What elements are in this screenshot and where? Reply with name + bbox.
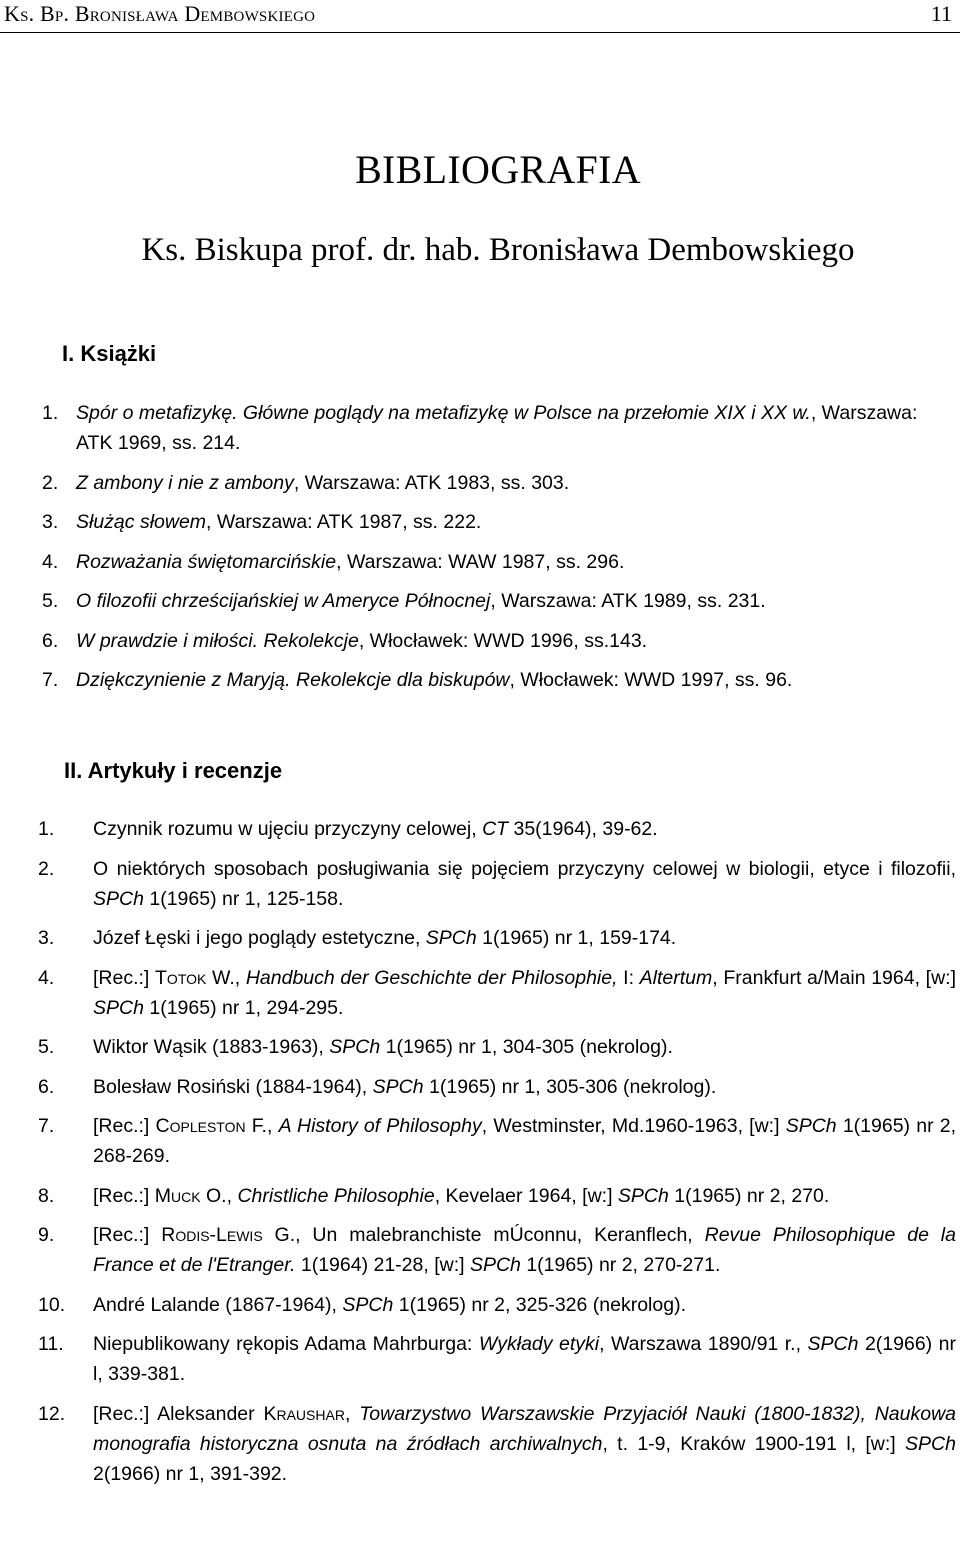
entry-text-part: , Włocławek: WWD 1996, ss.143. xyxy=(358,629,648,652)
entry-text-part: 1(1964) 21-28, [w:] xyxy=(295,1254,470,1276)
entry-text xyxy=(76,665,957,695)
entry-text-part: , Westminster, Md.1960-1963, [w:] xyxy=(481,1115,786,1137)
article-entry xyxy=(38,814,956,844)
entry-text xyxy=(93,963,956,1023)
entry-number: 5. xyxy=(42,590,59,612)
entry-text xyxy=(93,1329,956,1389)
entry-text-part: , Kevelaer 1964, [w:] xyxy=(434,1184,618,1207)
entry-text xyxy=(93,1290,956,1320)
entry-italic-text: SPCh xyxy=(905,1432,956,1455)
entry-text xyxy=(76,547,957,577)
book-list xyxy=(42,398,957,705)
entry-text-part: 2(1966) nr l, 339-381. xyxy=(93,1333,956,1385)
entry-text-part: [Rec.:] xyxy=(93,1184,155,1207)
entry-text-part: 1(1965) nr 2, 270-271. xyxy=(520,1254,721,1276)
entry-text-part: Bolesław Rosiński (1884-1964), xyxy=(93,1075,373,1098)
entry-text-part: , Warszawa 1890/91 r., xyxy=(599,1333,808,1355)
article-entry xyxy=(38,1072,956,1102)
entry-text xyxy=(93,814,956,844)
entry-number: 3. xyxy=(42,511,59,533)
entry-italic-text: SPCh xyxy=(469,1254,521,1276)
book-entry xyxy=(42,547,957,577)
page-number: 11 xyxy=(930,1,952,26)
entry-number: 4. xyxy=(42,550,59,573)
entry-text-part: , xyxy=(266,1115,279,1137)
entry-text-part: Józef Łęski i jego poglądy estetyczne, xyxy=(93,927,426,949)
running-head xyxy=(0,0,960,33)
section-heading-articles: II. Artykuły i recenzje xyxy=(64,758,283,783)
entry-text-part: Wiktor Wąsik (1883-1963), xyxy=(93,1036,330,1058)
entry-italic-text: Rozważania świętomarcińskie xyxy=(76,550,337,573)
book-entry xyxy=(42,665,957,695)
entry-italic-text: O filozofii chrześcijańskiej w Ameryce Północnej xyxy=(76,590,491,612)
article-entry xyxy=(38,1111,956,1171)
entry-author-name: Totok W. xyxy=(155,966,235,989)
article-entry xyxy=(38,1399,956,1489)
entry-italic-text: A History of Philosophy xyxy=(278,1115,482,1137)
entry-number: 9. xyxy=(38,1224,55,1246)
entry-number: 2. xyxy=(42,471,59,494)
entry-italic-text: SPCh xyxy=(93,887,144,910)
entry-text-part: 1(1965) nr 1, 304-305 (nekrolog). xyxy=(380,1036,673,1058)
book-entry xyxy=(42,398,957,458)
entry-text-part: [Rec.:] xyxy=(93,1115,156,1137)
entry-number: 7. xyxy=(38,1115,55,1137)
entry-text-part: [Rec.:] xyxy=(93,1224,162,1246)
entry-text-part: [Rec.:] Aleksander xyxy=(93,1402,264,1425)
entry-italic-text: Revue Philosophique de la France et de l'Etranger. xyxy=(93,1224,956,1276)
entry-italic-text: W prawdzie i miłości. Rekolekcje xyxy=(76,629,359,652)
entry-text-part: , xyxy=(234,966,246,989)
entry-text-part: , Warszawa: ATK 1969, ss. 214. xyxy=(76,402,918,454)
entry-author-name: Copleston F. xyxy=(155,1115,267,1137)
entry-italic-text: SPCh xyxy=(807,1333,859,1355)
entry-text xyxy=(93,923,956,953)
entry-text-part: , Włocławek: WWD 1997, ss. 96. xyxy=(509,669,793,691)
entry-text-part: [Rec.:] xyxy=(93,966,156,989)
entry-author-name: Muck O. xyxy=(154,1184,227,1207)
entry-text-part: 1(1965) nr 2, 270. xyxy=(668,1184,830,1207)
article-entry xyxy=(38,854,956,914)
entry-number: 3. xyxy=(38,927,55,949)
entry-italic-text: Handbuch der Geschichte der Philosophie, xyxy=(245,966,618,989)
entry-text-part: André Lalande (1867-1964), xyxy=(93,1293,343,1316)
entry-text-part: , t. 1-9, Kraków 1900-191 l, [w:] xyxy=(602,1432,906,1455)
entry-text-part: , Warszawa: WAW 1987, ss. 296. xyxy=(336,550,625,573)
entry-text-part: 1(1965) nr 1, 125-158. xyxy=(143,887,344,910)
entry-text-part: , xyxy=(344,1402,360,1425)
entry-text-part: 1(1965) nr 1, 159-174. xyxy=(476,927,677,949)
article-list xyxy=(38,814,956,1498)
article-entry xyxy=(38,1329,956,1389)
article-entry xyxy=(38,1032,956,1062)
entry-italic-text: Altertum xyxy=(639,966,713,989)
entry-number: 11. xyxy=(38,1333,64,1355)
entry-italic-text: Służąc słowem xyxy=(76,511,207,533)
entry-italic-text: Christliche Philosophie xyxy=(237,1184,435,1207)
entry-italic-text: Towarzystwo Warszawskie Przyjaciół Nauki (1800-1832), Naukowa monografia historyczna osnuta na źródłach archiwalnych xyxy=(93,1402,957,1455)
entry-author-name: Kraushar xyxy=(263,1402,345,1425)
entry-text-part: , Warszawa: ATK 1987, ss. 222. xyxy=(206,511,482,533)
entry-italic-text: Z ambony i nie z ambony xyxy=(76,471,294,494)
entry-text-part: , Warszawa: ATK 1989, ss. 231. xyxy=(490,590,766,612)
entry-number: 1. xyxy=(42,402,59,424)
entry-text-part: 1(1965) nr 1, 305-306 (nekrolog). xyxy=(423,1075,717,1098)
entry-text xyxy=(76,507,957,537)
entry-number: 10. xyxy=(38,1293,66,1316)
entry-text xyxy=(76,398,957,458)
entry-text-part: 1(1965) nr 2, 268-269. xyxy=(93,1115,957,1167)
entry-text-part: 1(1965) nr 2, 325-326 (nekrolog). xyxy=(393,1293,686,1316)
article-entry xyxy=(38,923,956,953)
entry-text xyxy=(93,1032,956,1062)
entry-text-part: , Un malebranchiste mÚconnu, Keranflech, xyxy=(295,1224,705,1246)
entry-italic-text: SPCh xyxy=(425,927,477,949)
entry-italic-text: Spór o metafizykę. Główne poglądy na metafizykę w Polsce na przełomie XIX i XX w. xyxy=(76,402,811,424)
entry-number: 5. xyxy=(38,1036,55,1058)
entry-text-part: Czynnik rozumu w ujęciu przyczyny celowej, xyxy=(93,818,483,840)
entry-text-part: 2(1966) nr 1, 391-392. xyxy=(93,1462,288,1485)
entry-text-part: , xyxy=(226,1184,238,1207)
article-entry xyxy=(38,1181,956,1211)
entry-number: 1. xyxy=(38,818,55,840)
entry-number: 6. xyxy=(42,629,59,652)
entry-italic-text: SPCh xyxy=(342,1293,394,1316)
entry-text xyxy=(76,586,957,616)
article-entry xyxy=(38,1290,956,1320)
book-entry xyxy=(42,586,957,616)
book-entry xyxy=(42,507,957,537)
entry-number: 2. xyxy=(38,857,55,880)
document-title: BIBLIOGRAFIA xyxy=(355,147,641,192)
entry-text xyxy=(93,1111,956,1171)
entry-text xyxy=(93,1181,956,1211)
entry-italic-text: CT xyxy=(482,818,509,840)
section-heading-books: I. Książki xyxy=(62,341,157,366)
entry-text-part: Niepublikowany rękopis Adama Mahrburga: xyxy=(93,1333,479,1355)
entry-text xyxy=(93,1072,956,1102)
entry-text-part: I: xyxy=(617,966,640,989)
entry-text xyxy=(93,1399,956,1489)
entry-author-name: Rodis-Lewis G. xyxy=(161,1224,296,1246)
entry-italic-text: Wykłady etyki xyxy=(478,1333,600,1355)
entry-italic-text: SPCh xyxy=(372,1075,424,1098)
entry-italic-text: SPCh xyxy=(785,1115,837,1137)
entry-number: 6. xyxy=(38,1075,55,1098)
entry-text-part: 35(1964), 39-62. xyxy=(508,818,658,840)
entry-italic-text: SPCh xyxy=(329,1036,381,1058)
book-entry xyxy=(42,626,957,656)
entry-italic-text: Dziękczynienie z Maryją. Rekolekcje dla biskupów xyxy=(76,669,510,691)
entry-text xyxy=(76,468,957,498)
article-entry xyxy=(38,1220,956,1280)
article-entry xyxy=(38,963,956,1023)
book-entry xyxy=(42,468,957,498)
entry-text-part: 1(1965) nr 1, 294-295. xyxy=(143,996,344,1019)
entry-italic-text: SPCh xyxy=(93,996,144,1019)
entry-number: 4. xyxy=(38,966,55,989)
entry-number: 12. xyxy=(38,1402,66,1425)
entry-text xyxy=(93,854,956,914)
entry-text xyxy=(76,626,957,656)
entry-text-part: , Warszawa: ATK 1983, ss. 303. xyxy=(293,471,570,494)
entry-number: 7. xyxy=(42,669,59,691)
entry-number: 8. xyxy=(38,1184,55,1207)
entry-italic-text: SPCh xyxy=(617,1184,669,1207)
entry-text-part: O niektórych sposobach posługiwania się pojęciem przyczyny celowej w biologii, etyce i filozofii, xyxy=(93,857,956,880)
entry-text-part: , Frankfurt a/Main 1964, [w:] xyxy=(712,966,956,989)
document-subtitle: Ks. Biskupa prof. dr. hab. Bronisława Dembowskiego xyxy=(141,232,855,268)
entry-text xyxy=(93,1220,956,1280)
running-head-title: Ks. Bp. Bronisława Dembowskiego xyxy=(4,1,316,26)
